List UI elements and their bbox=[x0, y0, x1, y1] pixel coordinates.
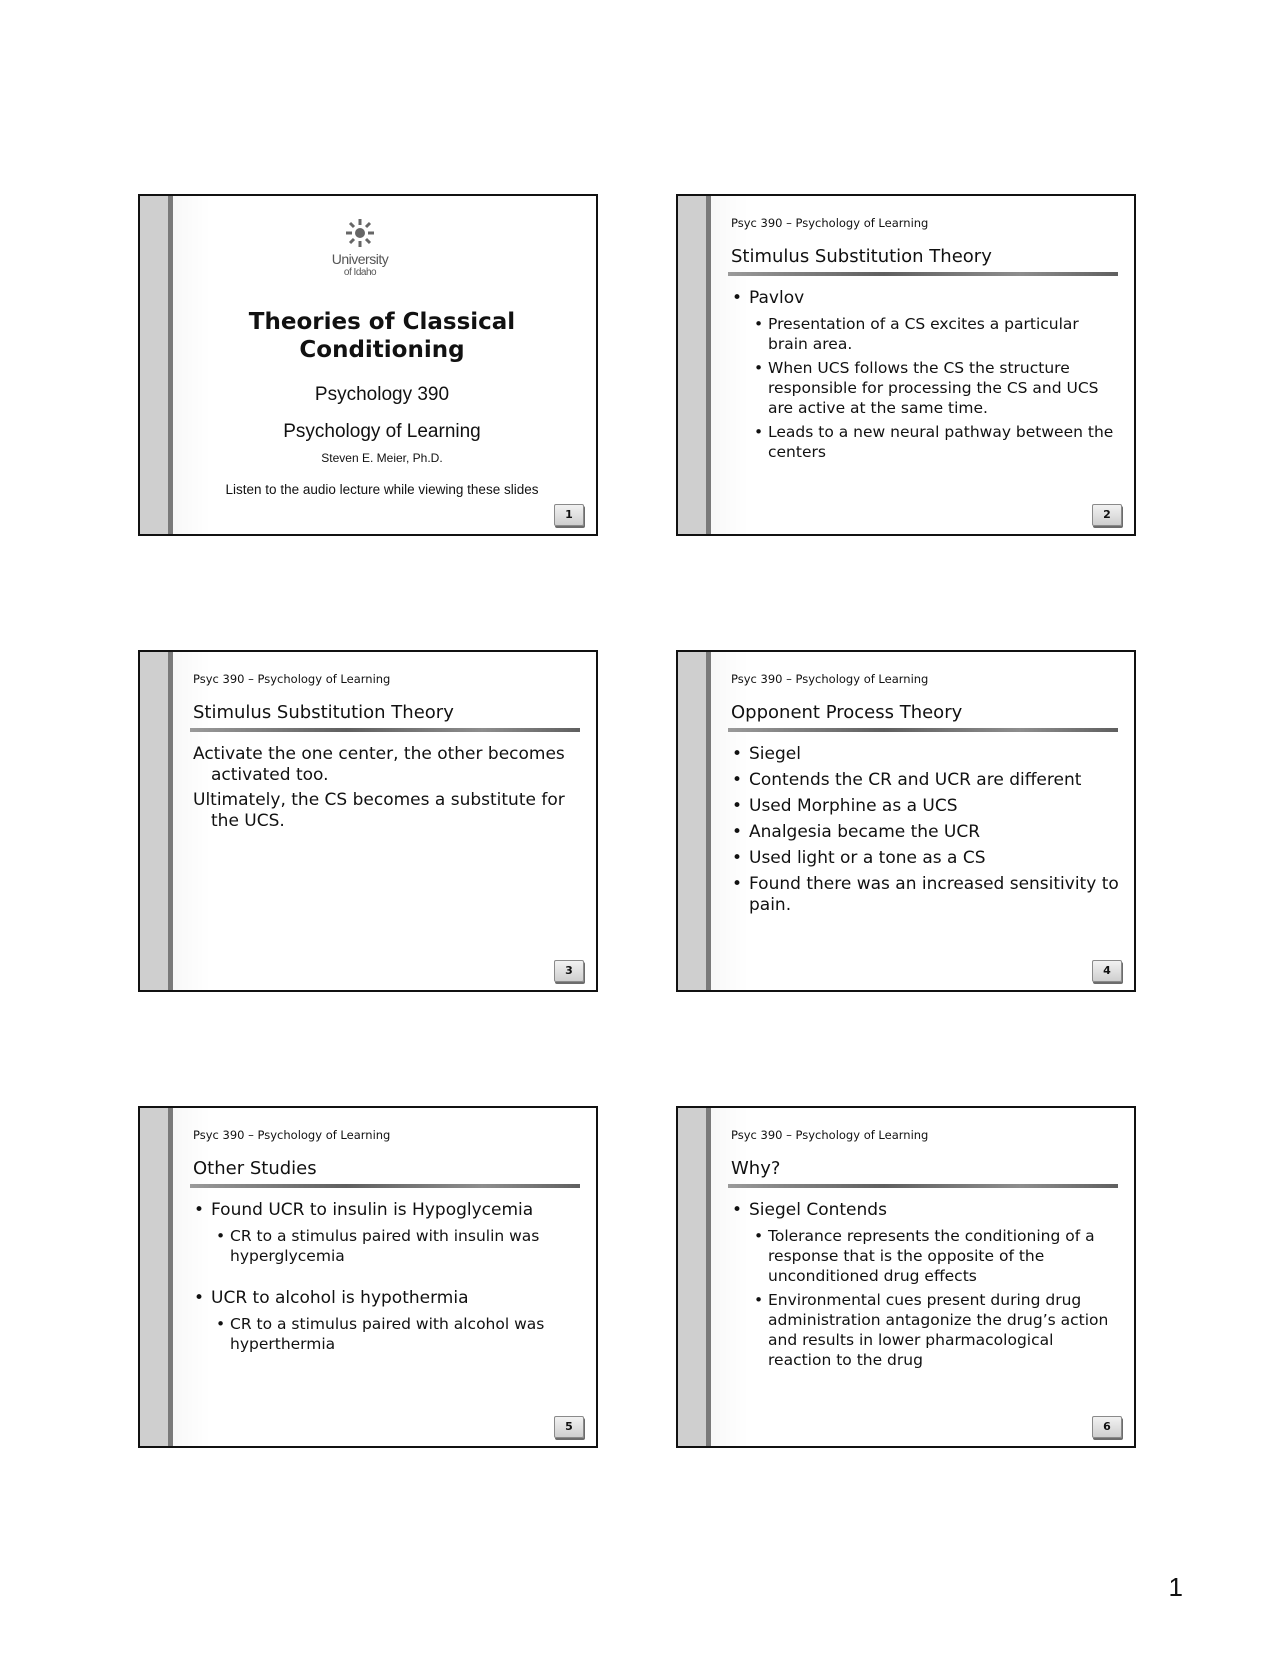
page-number: 1 bbox=[1168, 1572, 1183, 1602]
bullet: • Found UCR to insulin is Hypoglycemia bbox=[193, 1200, 582, 1221]
slide-number: 6 bbox=[1092, 1416, 1122, 1438]
bullet: • Analgesia became the UCR bbox=[731, 822, 1120, 843]
slide-number: 3 bbox=[554, 960, 584, 982]
slide-number: 4 bbox=[1092, 960, 1122, 982]
slide-side-bar bbox=[140, 652, 173, 990]
slide-header: Psyc 390 – Psychology of Learning bbox=[731, 216, 929, 230]
slide-side-bar bbox=[678, 652, 711, 990]
slide-header: Psyc 390 – Psychology of Learning bbox=[193, 672, 391, 686]
sub-bullet: • Tolerance represents the conditioning of a response that is the opposite of the unconditioned drug effects bbox=[753, 1226, 1120, 1286]
slide-4 bbox=[676, 650, 1136, 992]
slide-3 bbox=[138, 650, 598, 992]
sub-bullet: • Environmental cues present during drug administration antagonize the drug’s action and results in lower pharmacological reaction to the drug bbox=[753, 1290, 1120, 1370]
bullet: • Siegel bbox=[731, 744, 1120, 765]
slide-header: Psyc 390 – Psychology of Learning bbox=[193, 1128, 391, 1142]
bullet: • UCR to alcohol is hypothermia bbox=[193, 1288, 582, 1309]
slide-side-bar bbox=[678, 196, 711, 534]
title-rule bbox=[728, 272, 1118, 276]
title-rule bbox=[728, 728, 1118, 732]
sub-bullet: • When UCS follows the CS the structure responsible for processing the CS and UCS are active at the same time. bbox=[753, 358, 1120, 418]
slide-5 bbox=[138, 1106, 598, 1448]
title-rule bbox=[728, 1184, 1118, 1188]
slide-header: Psyc 390 – Psychology of Learning bbox=[731, 672, 929, 686]
slide-title: Opponent Process Theory bbox=[731, 702, 963, 723]
slide-content bbox=[731, 1200, 1120, 1374]
paragraph: Ultimately, the CS becomes a substitute for the UCS. bbox=[193, 790, 565, 831]
slide-side-bar bbox=[678, 1108, 711, 1446]
bullet: • Found there was an increased sensitivity to pain. bbox=[731, 874, 1120, 916]
slide-header: Psyc 390 – Psychology of Learning bbox=[731, 1128, 929, 1142]
slide-side-bar bbox=[140, 1108, 173, 1446]
slide-title: Stimulus Substitution Theory bbox=[193, 702, 454, 723]
slide-title: Stimulus Substitution Theory bbox=[731, 246, 992, 267]
sub-bullet: • Leads to a new neural pathway between the centers bbox=[753, 422, 1120, 462]
slide-content bbox=[731, 288, 1120, 466]
slide-content bbox=[193, 744, 582, 836]
sun-icon bbox=[343, 218, 377, 248]
title-rule bbox=[190, 1184, 580, 1188]
paragraph: Activate the one center, the other becomes activated too. bbox=[193, 744, 565, 785]
title-line-1: Theories of Classical bbox=[248, 309, 516, 335]
slide-title: Why? bbox=[731, 1158, 781, 1179]
sub-bullet: • CR to a stimulus paired with alcohol was hyperthermia bbox=[215, 1314, 582, 1354]
slide-2 bbox=[676, 194, 1136, 536]
sub-bullet: • Presentation of a CS excites a particular brain area. bbox=[753, 314, 1120, 354]
title-line-2: Conditioning bbox=[299, 337, 465, 363]
author: Steven E. Meier, Ph.D. bbox=[321, 451, 443, 465]
bullet: • Siegel Contends bbox=[731, 1200, 1120, 1221]
bullet: • Used light or a tone as a CS bbox=[731, 848, 1120, 869]
slide-number: 1 bbox=[554, 504, 584, 526]
title-slide-heading bbox=[168, 308, 596, 364]
logo-subtext: of Idaho bbox=[343, 267, 377, 278]
slide-number: 2 bbox=[1092, 504, 1122, 526]
slide-6 bbox=[676, 1106, 1136, 1448]
course-name: Psychology of Learning bbox=[283, 421, 481, 442]
slide-content bbox=[731, 744, 1120, 921]
bullet: • Contends the CR and UCR are different bbox=[731, 770, 1120, 791]
title-rule bbox=[190, 728, 580, 732]
slide-content bbox=[193, 1200, 582, 1358]
course-number: Psychology 390 bbox=[314, 384, 450, 405]
bullet: • Pavlov bbox=[731, 288, 1120, 309]
logo-wordmark: University bbox=[331, 251, 389, 267]
audio-note: Listen to the audio lecture while viewing these slides bbox=[225, 482, 539, 497]
slide-1 bbox=[138, 194, 598, 536]
sub-bullet: • CR to a stimulus paired with insulin was hyperglycemia bbox=[215, 1226, 582, 1266]
slide-number: 5 bbox=[554, 1416, 584, 1438]
slide-title: Other Studies bbox=[193, 1158, 317, 1179]
spacer bbox=[193, 1270, 582, 1288]
university-logo bbox=[325, 218, 395, 278]
bullet: • Used Morphine as a UCS bbox=[731, 796, 1120, 817]
